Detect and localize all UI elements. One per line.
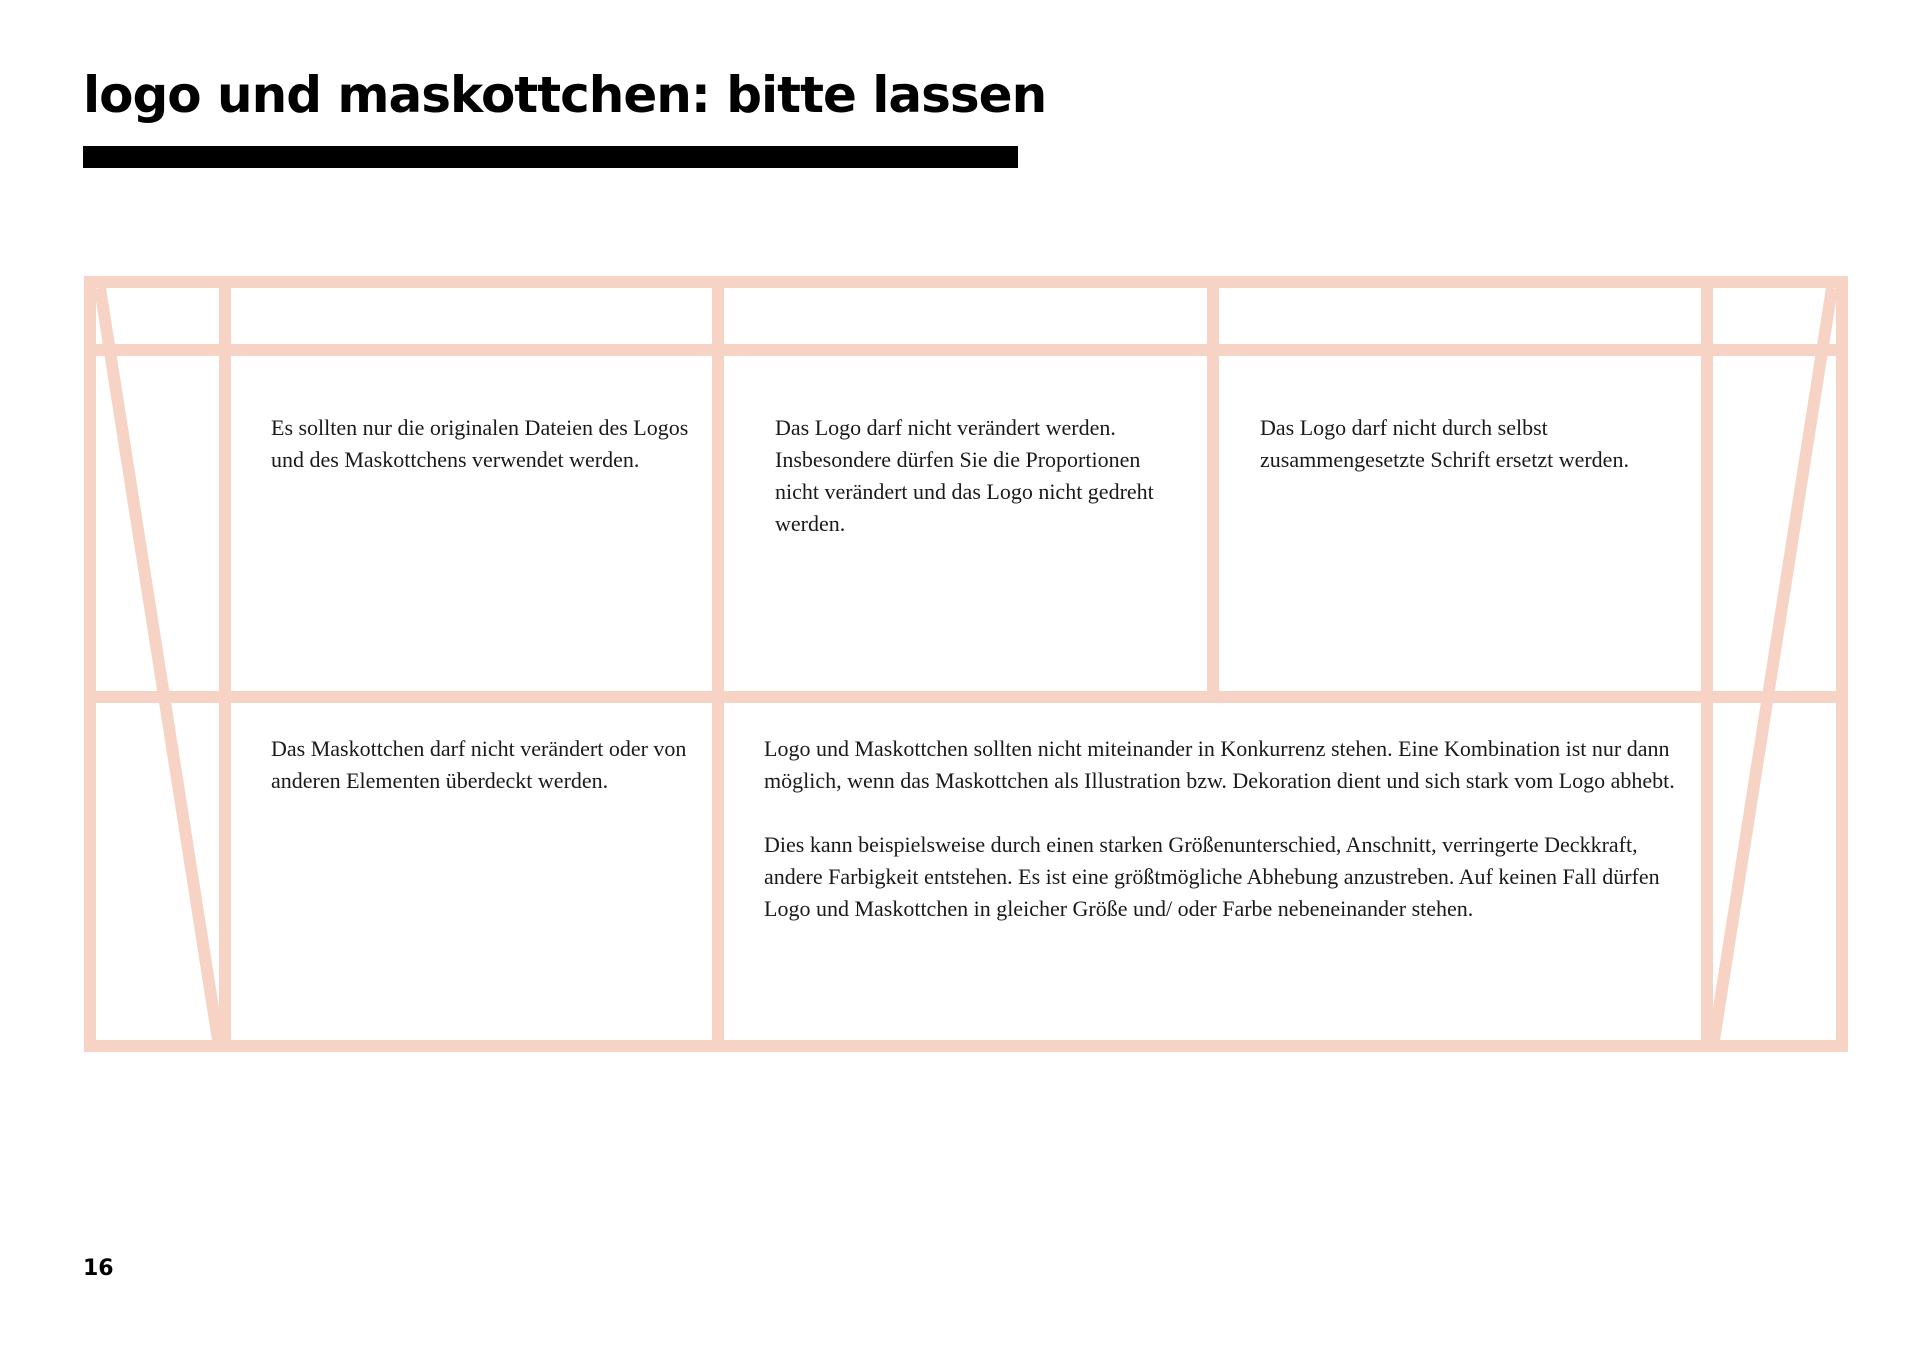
rule-text: Das Logo darf nicht durch selbst zusammengesetzte Schrift ersetzt werden. (1260, 415, 1629, 472)
rule-text: Das Logo darf nicht verändert werden. Insbesondere dürfen Sie die Proportionen nicht verändert und das Logo nicht gedreht werden. (775, 415, 1154, 536)
grid-diagonal-line (100, 288, 218, 1040)
rule-text: Es sollten nur die originalen Dateien des Logos und des Maskottchens verwendet werden. (271, 415, 689, 472)
rule-text: Dies kann beispielsweise durch einen starken Größenunterschied, Anschnitt, verringerte Deckkraft, andere Farbigkeit entstehen. Es ist eine größtmögliche Abhebung anzustreben. Auf keinen Fall dürfen Logo und Maskottchen in gleicher Größe und/ oder Farbe nebeneinander stehen. (764, 832, 1660, 921)
rule-mascot-unchanged (271, 733, 696, 797)
grid-diagonal-line (1714, 288, 1832, 1040)
rule-logo-unchanged (775, 412, 1185, 540)
rule-text: Das Maskottchen darf nicht verändert oder von anderen Elementen überdeckt werden. (271, 736, 687, 793)
rule-no-replacement-font (1260, 412, 1660, 476)
rule-text: Logo und Maskottchen sollten nicht miteinander in Konkurrenz stehen. Eine Kombination ist nur dann möglich, wenn das Maskottchen als Illustration bzw. Dekoration dient und sich stark vom Logo abhebt. (764, 736, 1675, 793)
page-title: logo und maskottchen: bitte lassen (83, 66, 1047, 124)
rule-no-competition (764, 733, 1679, 925)
rule-original-files (271, 412, 696, 476)
grid-outer-border (90, 282, 1842, 1046)
page-number: 16 (83, 1256, 114, 1281)
